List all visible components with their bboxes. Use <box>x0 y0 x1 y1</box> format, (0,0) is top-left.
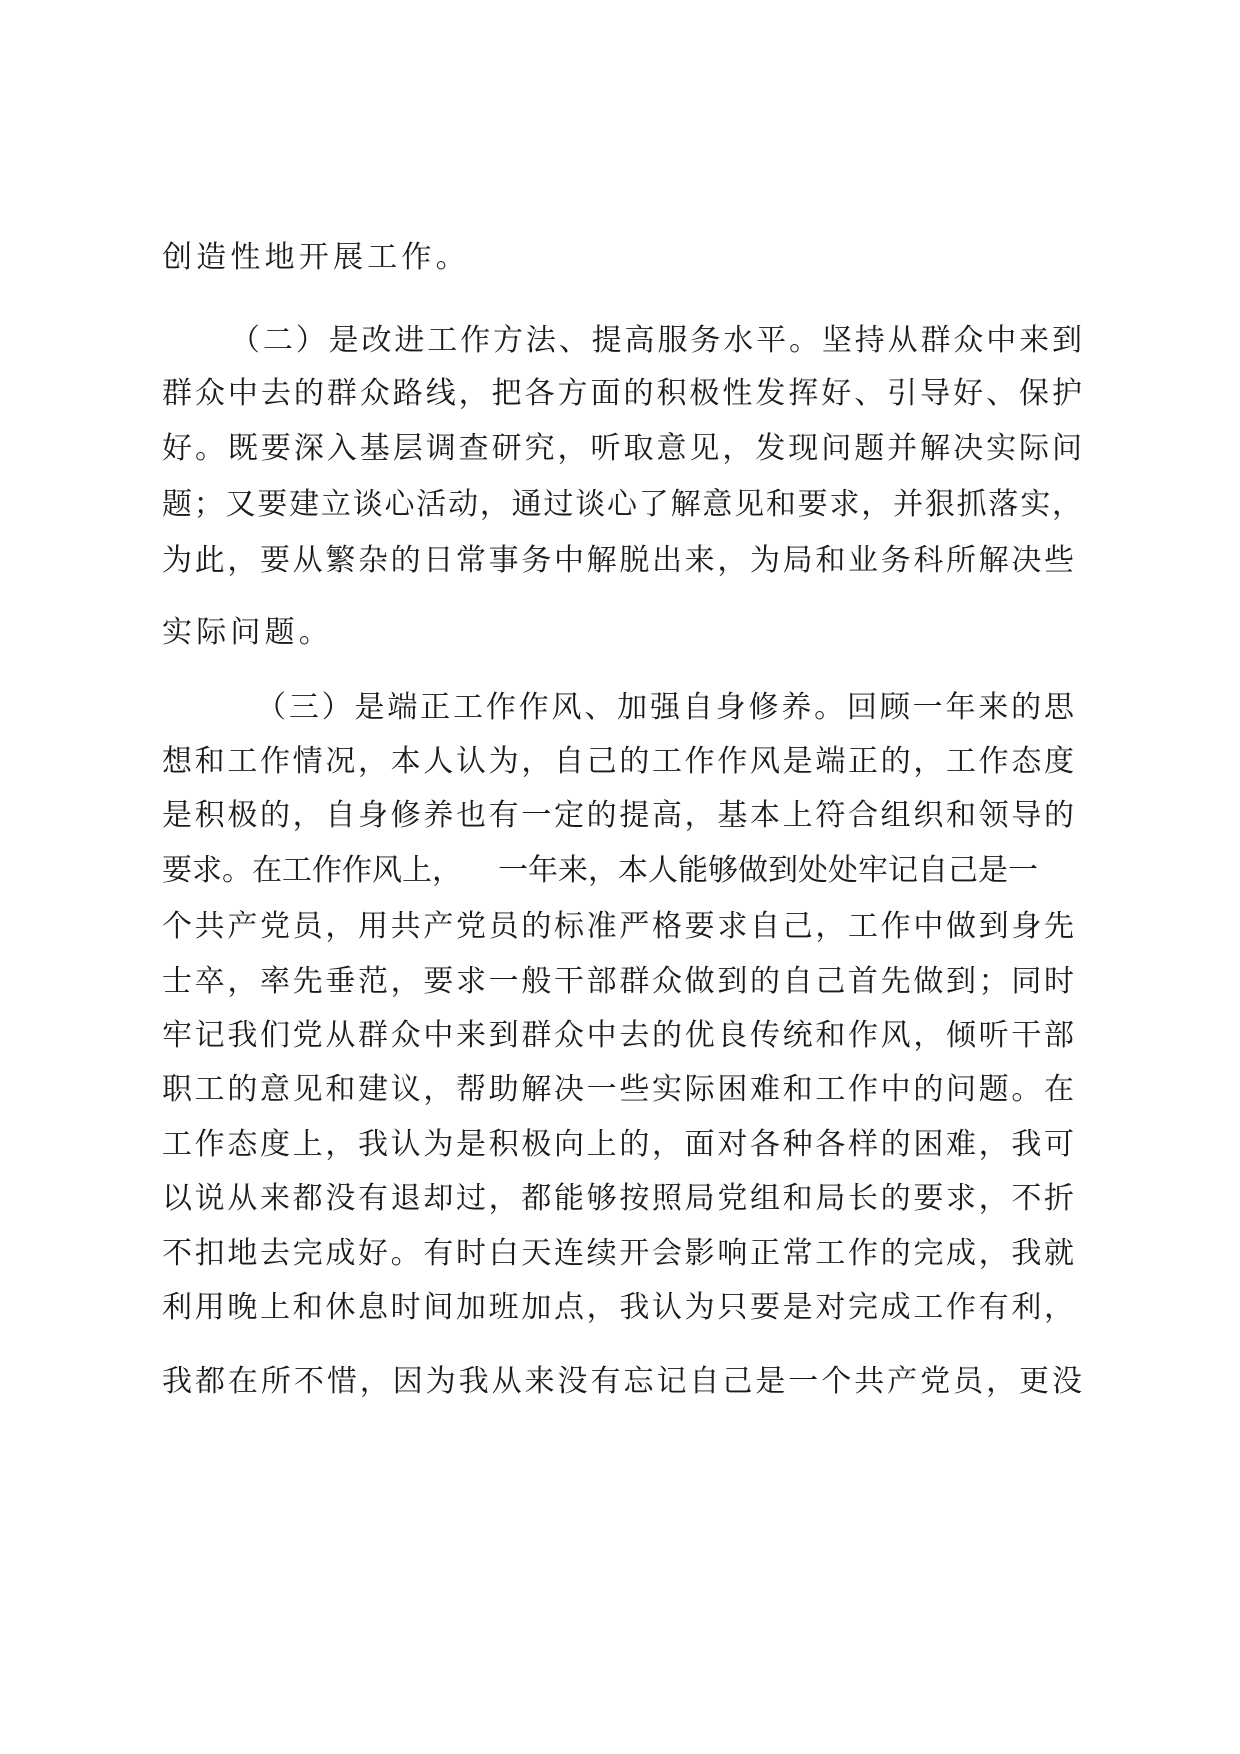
text-line-1: 创造性地开展工作。 <box>162 240 470 275</box>
text-line-12: 个共产党员，用共产党员的标准严格要求自己，工作中做到身先 <box>162 909 1074 944</box>
text-line-11 <box>162 846 1102 896</box>
text-line-10: 是积极的，自身修养也有一定的提高，基本上符合组织和领导的 <box>162 798 1074 833</box>
text-line-5: 题；又要建立谈心活动，通过谈心了解意见和要求，并狠抓落实， <box>162 487 1082 522</box>
text-line-7: 实际问题。 <box>162 615 333 650</box>
text-line-17: 以说从来都没有退却过，都能够按照局党组和局长的要求，不折 <box>162 1181 1074 1216</box>
text-line-11-part-2: 一年来，本人能够做到处处牢记自己是一 <box>498 853 1038 888</box>
text-line-9: 想和工作情况，本人认为，自己的工作作风是端正的，工作态度 <box>162 744 1074 779</box>
text-line-15: 职工的意见和建议，帮助解决一些实际困难和工作中的问题。在 <box>162 1072 1074 1107</box>
text-line-20: 我都在所不惜，因为我从来没有忘记自己是一个共产党员，更没 <box>162 1364 1082 1399</box>
text-line-3: 群众中去的群众路线，把各方面的积极性发挥好、引导好、保护 <box>162 376 1082 411</box>
text-line-19: 利用晚上和休息时间加班加点，我认为只要是对完成工作有利， <box>162 1290 1074 1325</box>
text-line-14: 牢记我们党从群众中来到群众中去的优良传统和作风，倾听干部 <box>162 1018 1074 1053</box>
text-line-6: 为此，要从繁杂的日常事务中解脱出来，为局和业务科所解决些 <box>162 543 1074 578</box>
text-line-16: 工作态度上，我认为是积极向上的，面对各种各样的困难，我可 <box>162 1127 1074 1162</box>
text-line-8: （三）是端正工作作风、加强自身修养。回顾一年来的思 <box>256 690 1074 725</box>
text-line-13: 士卒，率先垂范，要求一般干部群众做到的自己首先做到；同时 <box>162 964 1074 999</box>
text-line-4: 好。既要深入基层调查研究，听取意见，发现问题并解决实际问 <box>162 431 1082 466</box>
text-line-11-part-1: 要求。在工作作风上， <box>162 853 462 888</box>
text-line-18: 不扣地去完成好。有时白天连续开会影响正常工作的完成，我就 <box>162 1236 1074 1271</box>
text-line-2: （二）是改进工作方法、提高服务水平。坚持从群众中来到 <box>230 323 1082 358</box>
